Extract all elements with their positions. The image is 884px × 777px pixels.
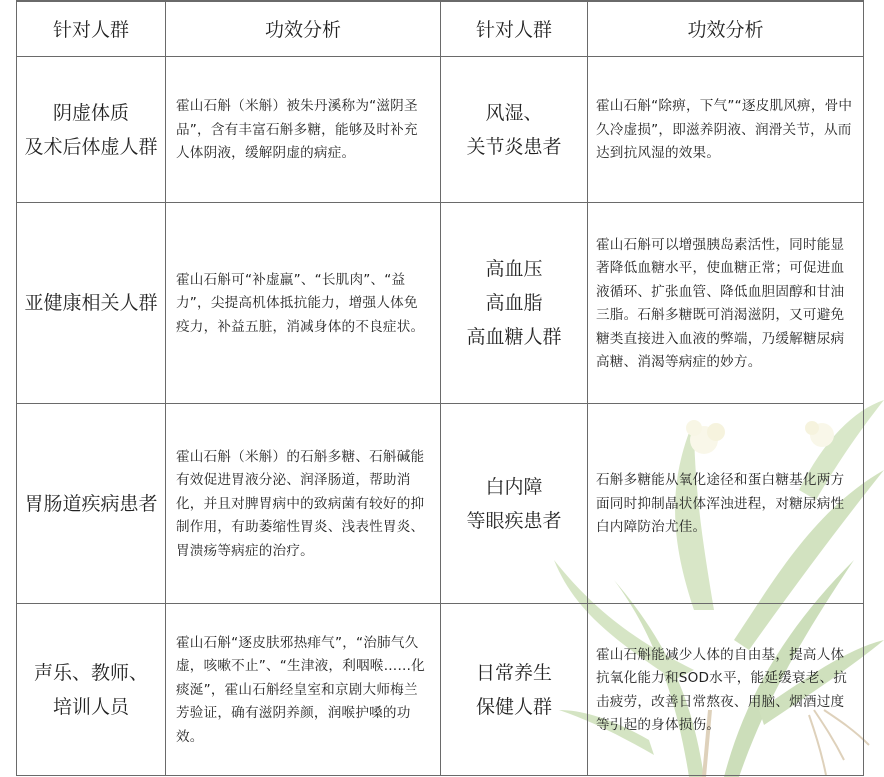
header-efficacy-2: 功效分析: [588, 1, 864, 57]
header-target-group-1: 针对人群: [17, 1, 166, 57]
table-header-row: [17, 1, 864, 57]
efficacy-cell: 霍山石斛“逐皮肤邪热痱气”，“治肺气久虚，咳嗽不止”、“生津液，利咽喉……化痰涎”，霍山石斛经皇室和京剧大师梅兰芳验证，确有滋阴养颜，润喉护嗓的功效。: [166, 604, 441, 776]
efficacy-cell: 霍山石斛“除痹，下气”“逐皮肌风痹，骨中久冷虚损”，即滋养阴液、润滑关节，从而达到抗风湿的效果。: [588, 57, 864, 203]
header-efficacy-1: 功效分析: [166, 1, 441, 57]
efficacy-table: [16, 0, 864, 776]
target-group-cell: 白内障 等眼疾患者: [441, 404, 588, 604]
efficacy-cell: 霍山石斛（米斛）被朱丹溪称为“滋阴圣品”，含有丰富石斛多糖，能够及时补充人体阴液，缓解阴虚的病症。: [166, 57, 441, 203]
table-row: [17, 404, 864, 604]
efficacy-cell: 霍山石斛可“补虚羸”、“长肌肉”、“益力”，尖提高机体抵抗能力，增强人体免疫力，补益五脏，消减身体的不良症状。: [166, 203, 441, 404]
top-border: [16, 0, 863, 2]
efficacy-cell: 霍山石斛（米斛）的石斛多糖、石斛碱能有效促进胃液分泌、润泽肠道，帮助消化，并且对脾胃病中的致病菌有较好的抑制作用，有助萎缩性胃炎、浅表性胃炎、胃溃疡等病症的治疗。: [166, 404, 441, 604]
efficacy-cell: 霍山石斛可以增强胰岛素活性，同时能显著降低血糖水平，使血糖正常；可促进血液循环、扩张血管、降低血胆固醇和甘油三脂。石斛多糖既可消渴滋阴，又可避免糖类直接进入血液的弊端，乃缓解糖尿病高糖、消渴等病症的妙方。: [588, 203, 864, 404]
target-group-cell: 声乐、教师、 培训人员: [17, 604, 166, 776]
target-group-cell: 高血压 高血脂 高血糖人群: [441, 203, 588, 404]
efficacy-cell: 霍山石斛能减少人体的自由基，提高人体抗氧化能力和SOD水平，能延缓衰老、抗击疲劳，改善日常熬夜、用脑、烟酒过度等引起的身体损伤。: [588, 604, 864, 776]
target-group-cell: 阴虚体质 及术后体虚人群: [17, 57, 166, 203]
header-target-group-2: 针对人群: [441, 1, 588, 57]
table-row: [17, 604, 864, 776]
table-row: [17, 57, 864, 203]
target-group-cell: 风湿、 关节炎患者: [441, 57, 588, 203]
efficacy-cell: 石斛多糖能从氧化途径和蛋白糖基化两方面同时抑制晶状体浑浊进程，对糖尿病性白内障防治尤佳。: [588, 404, 864, 604]
target-group-cell: 胃肠道疾病患者: [17, 404, 166, 604]
target-group-cell: 日常养生 保健人群: [441, 604, 588, 776]
table-row: [17, 203, 864, 404]
target-group-cell: 亚健康相关人群: [17, 203, 166, 404]
